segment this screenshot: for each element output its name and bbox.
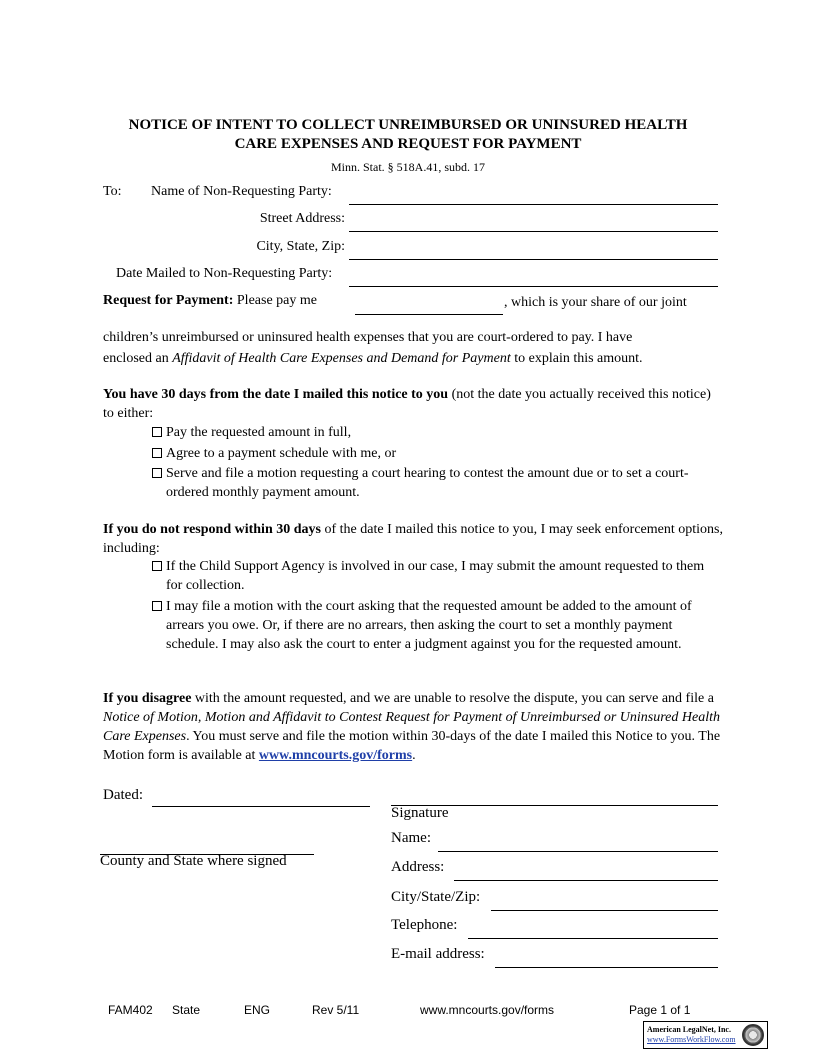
address-label: Address: [391, 859, 445, 875]
checkbox-icon[interactable] [152, 427, 162, 437]
footer-state: State [172, 1003, 201, 1017]
disagree-bold: If you disagree [103, 691, 192, 706]
thirty-days-paragraph [103, 385, 725, 423]
no-respond-bold: If you do not respond within 30 days [103, 522, 321, 537]
footer-url: www.mncourts.gov/forms [420, 1003, 555, 1017]
option-payment-schedule-label: Agree to a payment schedule with me, or [166, 446, 397, 461]
disagree-text-3: . [412, 748, 416, 763]
no-respond-paragraph [103, 520, 725, 558]
footer-language: ENG [244, 1003, 271, 1017]
date-mailed-label: Date Mailed to Non-Requesting Party: [116, 266, 333, 281]
signer-city-field[interactable] [491, 910, 718, 911]
request-line-3-pre: enclosed an [103, 351, 169, 366]
checkbox-icon[interactable] [152, 468, 162, 478]
city-state-zip-field[interactable] [349, 259, 718, 260]
disagree-text-2: . You must serve and file the motion within 30-days of the date I mailed this Notice to you. The Motion form is available at [103, 729, 721, 763]
request-line-3 [103, 349, 725, 368]
enforcement-option-motion-label: I may file a motion with the court asking that the requested amount be added to the amount of arrears you owe. Or, if there are no arrears, then asking the court to set a monthly payment schedule. I may also ask the court to enter a judgment against you for the requested amount. [166, 599, 692, 652]
signature-label: Signature [391, 805, 449, 821]
checkbox-icon[interactable] [152, 448, 162, 458]
dated-label: Dated: [103, 787, 143, 803]
name-label: Name: [391, 830, 431, 846]
request-paragraph [103, 328, 725, 368]
payment-amount-field[interactable] [355, 314, 503, 315]
disagree-text-1: with the amount requested, and we are unable to resolve the dispute, you can serve and file a [194, 691, 714, 706]
option-serve-motion [152, 464, 712, 502]
form-title-line-1: NOTICE OF INTENT TO COLLECT UNREIMBURSED OR UNINSURED HEALTH [128, 117, 688, 133]
county-state-label: County and State where signed [100, 853, 287, 869]
affidavit-title: Affidavit of Health Care Expenses and Demand for Payment [172, 351, 511, 366]
american-legalnet-logo[interactable] [643, 1021, 768, 1049]
footer-page-number: Page 1 of 1 [629, 1003, 691, 1017]
street-address-label: Street Address: [259, 211, 345, 226]
option-payment-schedule [152, 444, 712, 463]
request-line-2: children’s unreimbursed or uninsured health expenses that you are court-ordered to pay. I have [103, 330, 633, 345]
seal-icon [742, 1024, 764, 1046]
non-requesting-party-name-field[interactable] [349, 204, 718, 205]
option-pay-full-label: Pay the requested amount in full, [166, 425, 352, 440]
enforcement-option-agency [152, 557, 722, 595]
request-payment-heading [103, 293, 317, 309]
mncourts-forms-link[interactable]: www.mncourts.gov/forms [258, 748, 413, 763]
telephone-label: Telephone: [391, 917, 458, 933]
footer-form-id: FAM402 [108, 1003, 153, 1017]
enforcement-option-agency-label: If the Child Support Agency is involved in our case, I may submit the amount requested to them for collection. [166, 559, 705, 593]
disagree-paragraph [103, 689, 721, 765]
request-text-2: , which is your share of our joint [504, 295, 687, 310]
street-address-field[interactable] [349, 231, 718, 232]
option-serve-motion-label: Serve and file a motion requesting a court hearing to contest the amount due or to set a court-ordered monthly payment amount. [166, 466, 689, 500]
option-pay-full [152, 423, 712, 442]
city-state-zip-label: City, State, Zip: [256, 239, 345, 254]
name-field[interactable] [438, 851, 718, 852]
thirty-days-rest: (not the date you actually received this notice) to either: [103, 387, 711, 421]
telephone-field[interactable] [468, 938, 718, 939]
request-line-3-post: to explain this amount. [514, 351, 643, 366]
motion-form-title: Notice of Motion, Motion and Affidavit to Contest Request for Payment of Unreimbursed or Uninsured Health Care Expenses [103, 710, 720, 744]
form-title-line-2: CARE EXPENSES AND REQUEST FOR PAYMENT [234, 136, 582, 152]
to-label: To: [103, 184, 122, 199]
non-requesting-party-name-label: Name of Non-Requesting Party: [151, 184, 332, 199]
signer-city-label: City/State/Zip: [391, 889, 481, 905]
logo-company-name: American LegalNet, Inc. [647, 1025, 731, 1034]
email-label: E-mail address: [391, 946, 485, 962]
dated-field[interactable] [152, 806, 370, 807]
footer-revision: Rev 5/11 [312, 1003, 360, 1017]
request-heading: Request for Payment: [103, 293, 234, 308]
request-text-1: Please pay me [236, 293, 317, 308]
enforcement-option-motion [152, 597, 722, 654]
no-respond-rest: of the date I mailed this notice to you, I may seek enforcement options, including: [103, 522, 723, 556]
logo-website: www.FormsWorkFlow.com [647, 1035, 736, 1044]
email-field[interactable] [495, 967, 718, 968]
address-field[interactable] [454, 880, 718, 881]
thirty-days-bold: You have 30 days from the date I mailed this notice to you [103, 387, 449, 402]
statute-citation: Minn. Stat. § 518A.41, subd. 17 [330, 160, 485, 174]
checkbox-icon[interactable] [152, 601, 162, 611]
date-mailed-field[interactable] [349, 286, 718, 287]
checkbox-icon[interactable] [152, 561, 162, 571]
